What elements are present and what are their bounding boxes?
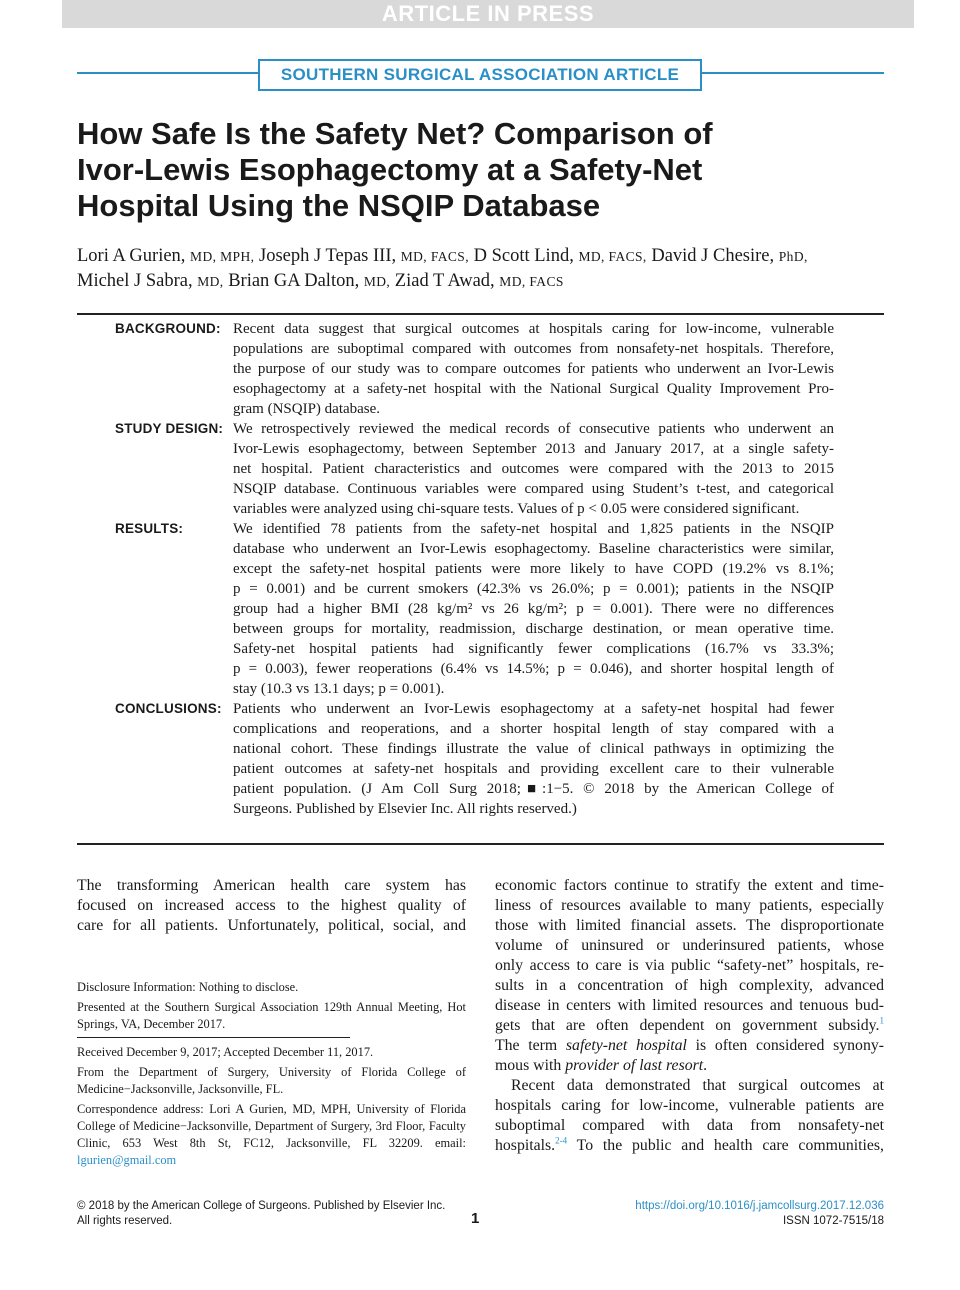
abstract-study-design (77, 419, 884, 519)
text-span: To the public and health care communities, (576, 1137, 884, 1154)
text-line: between groups for mortality, readmission, discharge destination, or mean operative time. (233, 621, 834, 637)
author-degree: MD, FACS, (400, 249, 469, 264)
emphasis-term: safety-net hospital (565, 1037, 687, 1054)
text-line: focused on increased access to the highest quality of (77, 897, 466, 914)
text-line: p = 0.001) and be current smokers (42.3% vs 26.0%; p = 0.001); patients in the NSQIP (233, 581, 834, 597)
correspondence-note (77, 1101, 466, 1169)
abstract-bottom-rule (77, 843, 884, 845)
author-name: David J Chesire, (651, 246, 775, 266)
section-heading: SOUTHERN SURGICAL ASSOCIATION ARTICLE (258, 59, 702, 91)
text-line: the purpose of our study was to compare outcomes for patients who underwent an Ivor-Lewis (233, 361, 834, 377)
text-line: NSQIP database. Continuous variables were compared using Student’s t-test, and categorical (233, 481, 834, 497)
abstract (77, 319, 884, 819)
abstract-text (233, 419, 834, 519)
author-line (77, 244, 887, 269)
text-line: Ivor-Lewis esophagectomy, between September 2013 and January 2017, at a single safety- (233, 441, 834, 457)
text-line: care for all patients. Unfortunately, political, social, and (77, 917, 466, 934)
text-line: Surgeons. Published by Elsevier Inc. All rights reserved.) (233, 801, 577, 817)
text-line: We retrospectively reviewed the medical records of consecutive patients who underwent an (233, 421, 834, 437)
text-line: liness of resources available to many patients, especially (495, 897, 884, 914)
footnotes (77, 979, 466, 1172)
title-line: Ivor-Lewis Esophagectomy at a Safety-Net (77, 152, 703, 187)
text-line: national cohort. These findings illustrate the value of clinical pathways in optimizing the (233, 741, 834, 757)
text-line: hospitals caring for low-income, vulnerable patients are (495, 1097, 884, 1114)
issn-text: ISSN 1072-7515/18 (782, 1215, 884, 1227)
title-line: How Safe Is the Safety Net? Comparison of (77, 116, 713, 151)
text-line: Safety-net hospital patients had significantly fewer complications (16.7% vs 33.3%; (233, 641, 834, 657)
text-line: The transforming American health care system has (77, 877, 466, 894)
section-rule-right (702, 72, 884, 74)
abstract-text (233, 699, 834, 819)
text-line: sults in a concentration of high complexity, advanced (495, 977, 884, 994)
author-degree: PhD, (778, 249, 808, 264)
text-line: variables were analyzed using chi-square tests. Values of p < 0.05 were considered significant. (233, 501, 800, 517)
text-line: complications and reoperations, and a shorter hospital length of stay compared with a (233, 721, 834, 737)
page-number: 1 (471, 1210, 480, 1227)
received-note: Received December 9, 2017; Accepted December 11, 2017. (77, 1045, 374, 1059)
footnote-rule (77, 1037, 350, 1038)
author-name: Brian GA Dalton, (228, 271, 360, 291)
text-line: suboptimal compared with data from nonsafety-net (495, 1117, 884, 1134)
text-line: disease in centers with limited resources and tenuous bud- (495, 997, 884, 1014)
doi-block (635, 1199, 884, 1229)
text-line: Patients who underwent an Ivor-Lewis esophagectomy at a safety-net hospital had fewer (233, 701, 834, 717)
text-line: only access to care is via public “safety-net” hospitals, re- (495, 957, 884, 974)
affiliation-note: From the Department of Surgery, University of Florida College of Medicine−Jacksonville, Jacksonville, FL. (77, 1065, 466, 1096)
reference-link[interactable]: 2-4 (555, 1135, 568, 1146)
text-line: patient population. (J Am Coll Surg 2018;■:1−5. © 2018 by the American College of (233, 781, 834, 797)
text-line: Recent data demonstrated that surgical outcomes at (511, 1077, 884, 1094)
text-line: database who underwent an Ivor-Lewis esophagectomy. Baseline characteristics were similar, (233, 541, 834, 557)
text-line: esophagectomy at a safety-net hospital with the National Surgical Quality Improvement Pro- (233, 381, 834, 397)
text-span: gets that are often dependent on government subsidy. (495, 1017, 880, 1034)
disclosure-note: Disclosure Information: Nothing to disclose. (77, 980, 299, 994)
text-span: mous with (495, 1057, 562, 1074)
author-name: D Scott Lind, (473, 246, 574, 266)
text-span: is often considered synony- (695, 1037, 885, 1054)
author-degree: MD, FACS (499, 274, 564, 289)
abstract-label: CONCLUSIONS: (115, 701, 222, 716)
author-name: Lori A Gurien, (77, 246, 186, 266)
author-name: Ziad T Awad, (394, 271, 495, 291)
abstract-conclusions (77, 699, 884, 819)
abstract-top-rule (77, 313, 884, 315)
article-in-press-banner: ARTICLE IN PRESS (62, 0, 914, 28)
text-line: populations are suboptimal compared with outcomes from nonsafety-net hospitals. Therefore, (233, 341, 834, 357)
reference-link[interactable]: 1 (879, 1015, 884, 1026)
text-line: p = 0.003), fewer reoperations (6.4% vs 14.5%; p = 0.046), and shorter hospital length of (233, 661, 834, 677)
text-line (495, 1016, 884, 1036)
text-line: Recent data suggest that surgical outcomes at hospitals caring for low-income, vulnerable (233, 321, 834, 337)
section-rule-left (77, 72, 258, 74)
author-degree: MD, (197, 274, 224, 289)
text-line: except the safety-net hospital patients were more likely to have COPD (19.2% vs 8.1%; (233, 561, 834, 577)
body-column-right (495, 876, 884, 1156)
text-line (495, 1136, 884, 1156)
text-line: We identified 78 patients from the safety-net hospital and 1,825 patients in the NSQIP (233, 521, 834, 537)
text-line: net hospital. Patient characteristics and outcomes were compared with the 2013 to 2015 (233, 461, 834, 477)
text-line: volume of uninsured or underinsured patients, whose (495, 937, 884, 954)
text-line: mous with provider of last resort. (495, 1057, 708, 1074)
abstract-background (77, 319, 884, 419)
text-line: gram (NSQIP) database. (233, 401, 381, 417)
emphasis-term: provider of last resort (565, 1057, 704, 1074)
author-line (77, 269, 887, 294)
text-span: The term (495, 1037, 558, 1054)
copyright-block (77, 1199, 445, 1229)
text-line: group had a higher BMI (28 kg/m² vs 26 kg/m²; p = 0.001). There were no differences (233, 601, 834, 617)
text-span: hospitals. (495, 1137, 556, 1154)
abstract-results (77, 519, 884, 699)
doi-link[interactable]: https://doi.org/10.1016/j.jamcollsurg.2017.12.036 (635, 1200, 884, 1212)
author-name: Michel J Sabra, (77, 271, 193, 291)
text-line: patient outcomes at safety-net hospitals and providing excellent care to their vulnerable (233, 761, 834, 777)
copyright-line: © 2018 by the American College of Surgeons. Published by Elsevier Inc. (77, 1200, 446, 1212)
article-title (77, 116, 877, 224)
abstract-text (233, 319, 834, 419)
abstract-label: BACKGROUND: (115, 321, 221, 336)
correspondence-text: Correspondence address: Lori A Gurien, MD, MPH, University of Florida College of Medicine−Jacksonville, Department of Surgery, 3rd Floor, Faculty Clinic, 653 West 8th St, FC12, Jacksonville, FL 32209. email: (77, 1102, 466, 1150)
text-line (495, 1036, 884, 1056)
text-line: those with limited financial assets. The disproportionate (495, 917, 884, 934)
title-line: Hospital Using the NSQIP Database (77, 188, 601, 223)
copyright-line: All rights reserved. (77, 1215, 173, 1227)
abstract-label: RESULTS: (115, 521, 184, 536)
author-list (77, 244, 887, 294)
author-degree: MD, FACS, (578, 249, 647, 264)
abstract-text (233, 519, 834, 699)
email-link[interactable]: lgurien@gmail.com (77, 1153, 177, 1167)
author-name: Joseph J Tepas III, (259, 246, 397, 266)
body-column-left (77, 876, 466, 936)
text-line: economic factors continue to stratify the extent and time- (495, 877, 884, 894)
abstract-label: STUDY DESIGN: (115, 421, 224, 436)
text-line: stay (10.3 vs 13.1 days; p = 0.001). (233, 681, 445, 697)
presented-note: Presented at the Southern Surgical Association 129th Annual Meeting, Hot Springs, VA, December 2017. (77, 1000, 466, 1031)
author-degree: MD, (363, 274, 391, 289)
author-degree: MD, MPH, (190, 249, 255, 264)
